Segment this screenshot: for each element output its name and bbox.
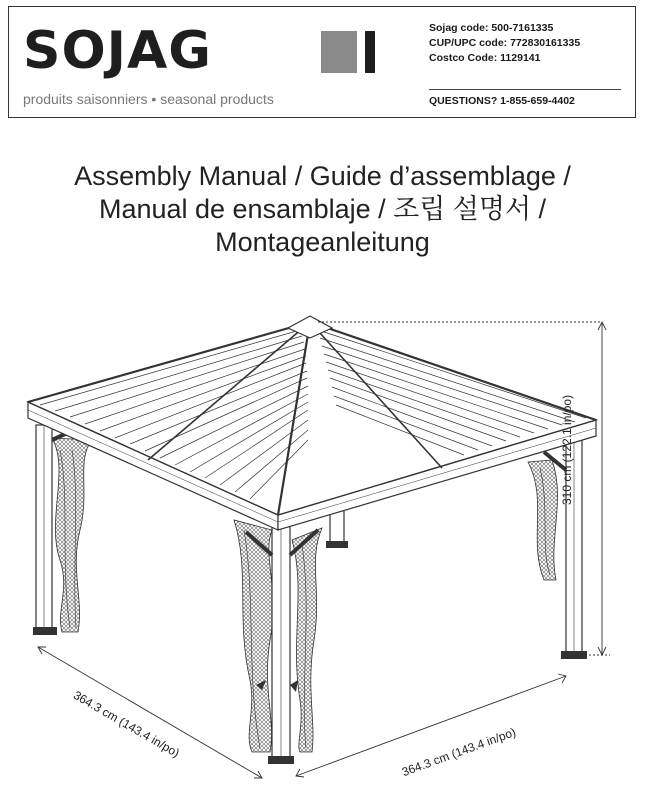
questions-phone: QUESTIONS? 1-855-659-4402 — [429, 95, 575, 107]
brand-tagline: produits saisonniers • seasonal products — [23, 91, 274, 107]
sojag-code: Sojag code: 500-7161335 — [429, 22, 554, 34]
title-line-1: Assembly Manual / Guide d’assemblage / — [74, 161, 571, 191]
brand-logo: SOJAG — [23, 21, 212, 81]
costco-code: Costco Code: 1129141 — [429, 52, 541, 64]
gazebo-roof — [28, 316, 596, 515]
height-label: 310 cm (122.1 in/po) — [560, 394, 574, 505]
left-curtain — [52, 438, 92, 632]
depth-dimension — [38, 647, 262, 778]
title-line-3: Montageanleitung — [215, 227, 430, 257]
depth-label: 364.3 cm (143.4 in/po) — [71, 688, 182, 761]
title-line-2: Manual de ensamblaje / 조립 설명서 / — [98, 194, 547, 224]
width-label: 364.3 cm (143.4 in/po) — [400, 724, 518, 780]
upc-code: CUP/UPC code: 772830161335 — [429, 37, 581, 49]
right-curtain — [528, 460, 558, 580]
